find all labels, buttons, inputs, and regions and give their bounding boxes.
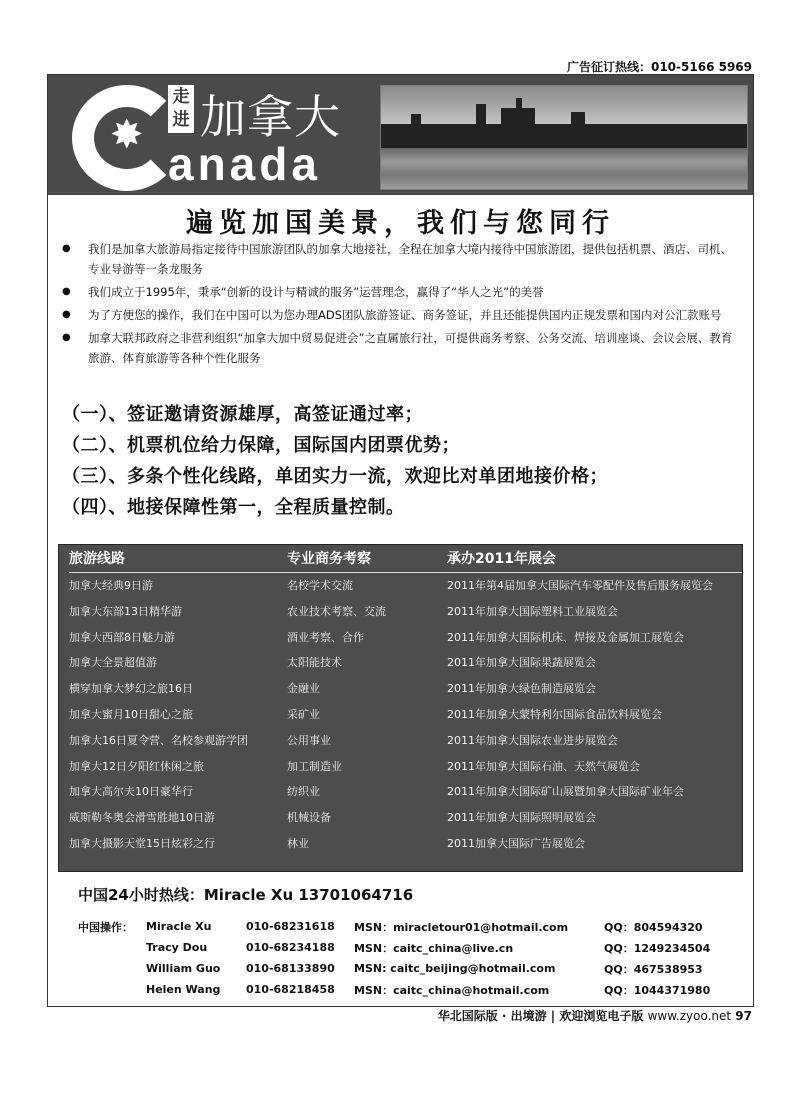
contact-qq: QQ：1044371980: [604, 983, 711, 997]
business-item: 农业技术考察、交流: [287, 604, 386, 618]
expos-title: 承办2011年展会: [447, 545, 742, 573]
contact-row: [78, 916, 720, 937]
contact-msn: MSN：miracletour01@hotmail.com: [354, 920, 569, 934]
business-item: 机械设备: [287, 811, 331, 825]
routes-column: [69, 545, 289, 857]
page-number: 97: [735, 1009, 752, 1023]
expos-item: 2011年第4届加拿大国际汽车零配件及售后服务展览会: [447, 579, 713, 592]
bullet-item: ● 为了方便您的操作，我们在中国可以为您办理ADS团队旅游签证、商务签证，并且还能提供国内正规发票和国内对公汇款账号: [62, 305, 742, 325]
business-item: 名校学术交流: [287, 579, 353, 592]
service-bullets: [62, 239, 742, 371]
contact-section: [48, 872, 753, 1006]
business-item: 太阳能技术: [287, 656, 342, 670]
contact-phone: 010-68218458: [246, 983, 335, 996]
bullet-item: ● 我们是加拿大旅游局指定接待中国旅游团队的加拿大地接社，全程在加拿大境内接待中国旅游团，提供包括机票、酒店、司机、专业导游等一条龙服务: [62, 239, 742, 279]
routes-title: 旅游线路: [69, 545, 289, 573]
slogan: 遍览加国美景，我们与您同行: [186, 208, 615, 239]
contact-label: [78, 937, 146, 958]
business-title: 专业商务考察: [287, 545, 447, 573]
expos-item: 2011年加拿大国际矿山展暨加拿大国际矿业年会: [447, 785, 684, 799]
contact-phone: 010-68231618: [246, 920, 335, 933]
routes-item: 加拿大摄影天堂15日炫彩之行: [69, 836, 215, 850]
expos-item: 2011加拿大国际广告展览会: [447, 836, 585, 850]
contact-msn: MSN：caitc_china@hotmail.com: [354, 983, 550, 997]
contact-label: 中国操作：: [78, 920, 133, 934]
routes-item: 加拿大高尔夫10日豪华行: [69, 785, 193, 799]
footer-url[interactable]: www.zyoo.net: [647, 1009, 732, 1023]
contact-qq: QQ：467538953: [604, 962, 703, 976]
footer-text: 华北国际版 · 出境游 | 欢迎浏览电子版: [437, 1009, 644, 1023]
routes-item: 加拿大全景超值游: [69, 656, 157, 670]
feature-item: （二）、机票机位给力保障，国际国内团票优势；: [62, 435, 460, 456]
business-item: 酒业考察、合作: [287, 630, 364, 644]
expos-item: 2011年加拿大国际农业进步展览会: [447, 733, 618, 747]
routes-item: 加拿大东部13日精华游: [69, 604, 182, 618]
ad-frame: [47, 74, 754, 1007]
contact-row: [78, 937, 720, 958]
city-skyline-image: [380, 85, 748, 190]
routes-item: 加拿大16日夏令营、名校参观游学团: [69, 733, 248, 747]
banner: [48, 75, 753, 195]
routes-item: 横穿加拿大梦幻之旅16日: [69, 682, 193, 696]
business-item: 公用事业: [287, 733, 331, 747]
contact-qq: QQ：1249234504: [604, 941, 711, 955]
offerings-box: [58, 544, 743, 872]
contact-name: Helen Wang: [146, 983, 221, 996]
contact-name: Miracle Xu: [146, 920, 212, 933]
business-item: 纺织业: [287, 785, 320, 799]
routes-item: 加拿大蜜月10日甜心之旅: [69, 707, 193, 721]
banner-en-title: anada: [168, 138, 321, 190]
expos-item: 2011年加拿大国际石油、天然气展览会: [447, 759, 640, 773]
expos-column: [447, 545, 742, 857]
business-item: 加工制造业: [287, 759, 342, 773]
contact-phone: 010-68234188: [246, 941, 335, 954]
contact-phone: 010-68133890: [246, 962, 335, 975]
bullet-item: ● 我们成立于1995年，秉承“创新的设计与精诚的服务”运营理念，赢得了“华人之光”的美誉: [62, 282, 742, 302]
bullet-item: ● 加拿大联邦政府之非营利组织“加拿大加中贸易促进会”之直属旅行社，可提供商务考察、公务交流、培训座谈、会议会展、教育旅游、体育旅游等各种个性化服务: [62, 328, 742, 368]
contact-row: [78, 958, 720, 979]
expos-item: 2011年加拿大国际机床、焊接及金属加工展览会: [447, 630, 684, 644]
maple-leaf-icon: ✸: [110, 112, 144, 158]
expos-item: 2011年加拿大国际塑料工业展览会: [447, 604, 618, 618]
routes-item: 威斯勒冬奥会滑雪胜地10日游: [69, 811, 215, 825]
banner-cn-title: 加拿大: [200, 90, 341, 144]
contact-msn: MSN: caitc_beijing@hotmail.com: [354, 962, 556, 975]
contact-name: William Guo: [146, 962, 221, 975]
routes-item: 加拿大西部8日魅力游: [69, 630, 175, 644]
business-item: 采矿业: [287, 707, 320, 721]
expos-item: 2011年加拿大国际照明展览会: [447, 811, 596, 825]
routes-item: 加拿大12日夕阳红休闲之旅: [69, 759, 204, 773]
expos-item: 2011年加拿大蒙特利尔国际食品饮料展览会: [447, 707, 662, 721]
page-footer: [438, 1007, 752, 1024]
contact-row: [78, 979, 720, 1000]
expos-item: 2011年加拿大绿色制造展览会: [447, 682, 596, 696]
feature-list: [62, 399, 742, 523]
business-item: 金融业: [287, 682, 320, 696]
business-item: 林业: [287, 836, 309, 850]
ad-hotline: 广告征订热线：010-5166 5969: [566, 60, 752, 74]
feature-item: （四）、地接保障性第一，全程质量控制。: [62, 497, 405, 518]
contact-label: [78, 958, 146, 979]
feature-item: （一）、签证邀请资源雄厚，高签证通过率；: [62, 404, 423, 425]
contact-qq: QQ：804594320: [604, 920, 703, 934]
feature-item: （三）、多条个性化线路，单团实力一流，欢迎比对单团地接价格；: [62, 466, 608, 487]
business-column: [287, 545, 447, 857]
hotline-24h: 中国24小时热线：Miracle Xu 13701064716: [78, 886, 414, 904]
contact-label: [78, 979, 146, 1000]
routes-item: 加拿大经典9日游: [69, 579, 153, 592]
zoujin-badge: 走进: [168, 85, 194, 133]
contact-msn: MSN：caitc_china@live.cn: [354, 941, 514, 955]
contact-table: [78, 916, 720, 1000]
contact-name: Tracy Dou: [146, 941, 208, 954]
expos-item: 2011年加拿大国际果蔬展览会: [447, 656, 596, 670]
